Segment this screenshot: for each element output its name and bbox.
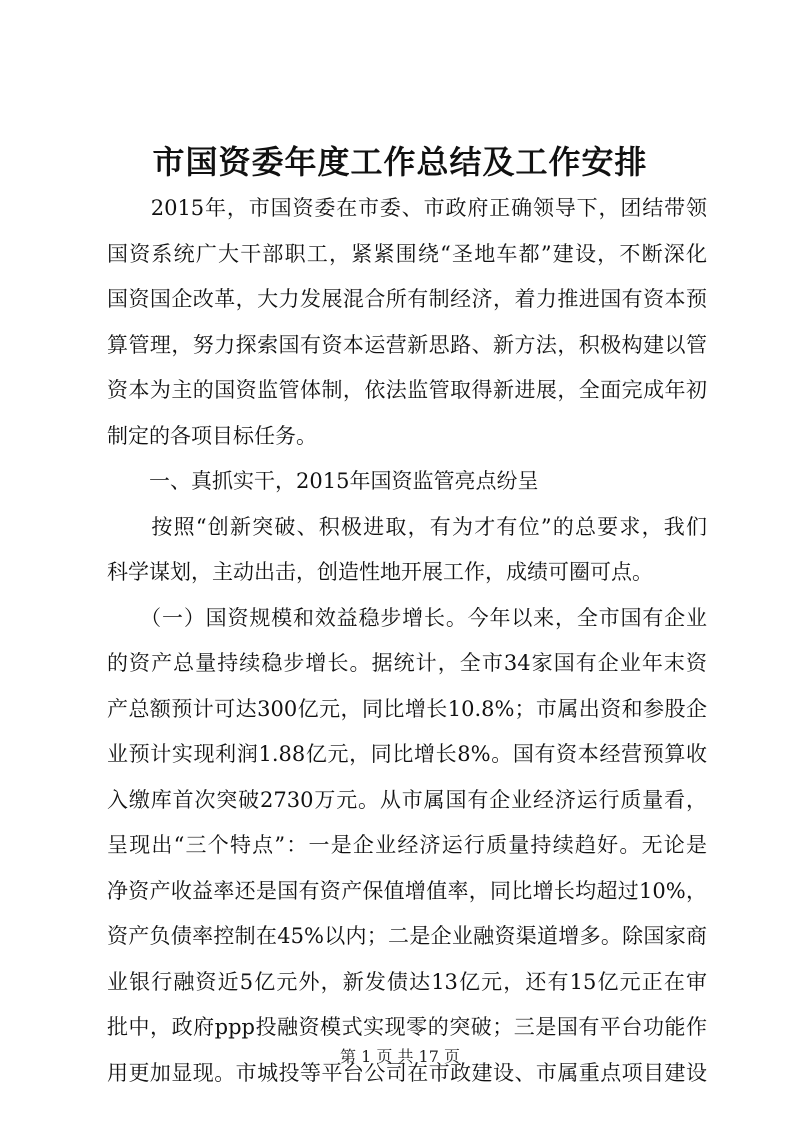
body-line: 净资产收益率还是国有资产保值增值率，同比增长均超过10%， — [107, 878, 707, 903]
body-line: 国资国企改革，大力发展混合所有制经济，着力推进国有资本预 — [107, 287, 707, 311]
body-line: 资本为主的国资监管体制，依法监管取得新进展，全面完成年初 — [107, 378, 707, 402]
body-line: 呈现出“三个特点”：一是企业经济运行质量持续趋好。无论是 — [107, 833, 707, 857]
body-line: 科学谋划，主动出击，创造性地开展工作，成绩可圈可点。 — [107, 560, 653, 584]
document-body — [107, 186, 707, 1096]
body-line: 2015年，市国资委在市委、市政府正确领导下，团结带领 — [107, 196, 707, 220]
body-line: 的资产总量持续稳步增长。据统计，全市34家国有企业年末资 — [107, 651, 707, 675]
body-line: 产总额预计可达300亿元，同比增长10.8%；市属出资和参股企 — [107, 696, 707, 721]
body-line: 制定的各项目标任务。 — [107, 423, 317, 448]
body-line: 国资系统广大干部职工，紧紧围绕“圣地车都”建设，不断深化 — [107, 241, 707, 266]
body-line: 用更加显现。市城投等平台公司在市政建设、市属重点项目建设 — [107, 1060, 707, 1085]
body-line: （一）国资规模和效益稳步增长。今年以来，全市国有企业 — [107, 605, 707, 630]
body-line: 按照“创新突破、积极进取，有为才有位”的总要求，我们 — [107, 514, 707, 539]
body-line: 资产负债率控制在45%以内；二是企业融资渠道增多。除国家商 — [107, 924, 707, 948]
document-title: 市国资委年度工作总结及工作安排 — [152, 143, 648, 181]
section-heading: 一、真抓实干，2015年国资监管亮点纷呈 — [107, 469, 539, 493]
body-line: 批中，政府ppp投融资模式实现零的突破；三是国有平台功能作 — [107, 1015, 707, 1039]
body-line: 入缴库首次突破2730万元。从市属国有企业经济运行质量看， — [107, 787, 707, 812]
body-line: 算管理，努力探索国有资本运营新思路、新方法，积极构建以管 — [107, 332, 707, 357]
page-number: 第 1 页 共 17 页 — [340, 1047, 460, 1066]
body-line: 业银行融资近5亿元外，新发债达13亿元，还有15亿元正在审 — [107, 969, 707, 994]
body-line: 业预计实现利润1.88亿元，同比增长8%。国有资本经营预算收 — [107, 742, 707, 766]
